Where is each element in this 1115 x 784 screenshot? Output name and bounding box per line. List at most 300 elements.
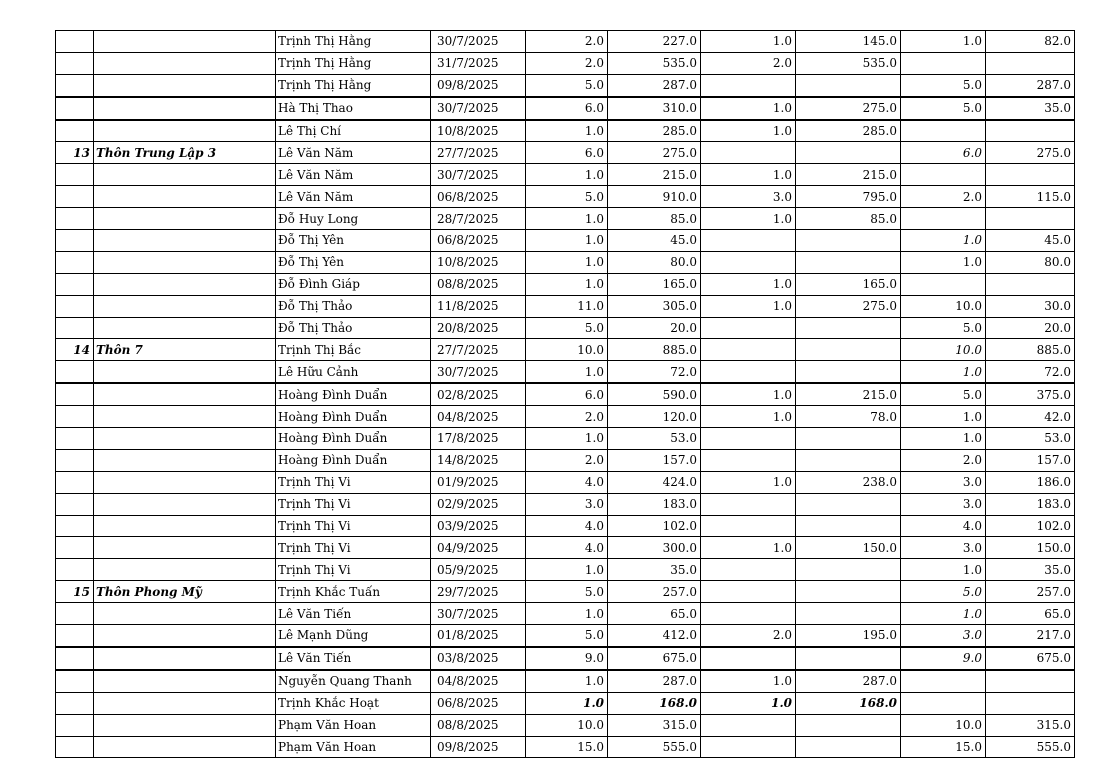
cell-amount-3: 65.0: [986, 603, 1075, 625]
cell-amount-2: [796, 361, 901, 383]
table-row: [56, 31, 1075, 53]
cell-qty-3: 5.0: [901, 97, 986, 120]
cell-qty-2: [701, 339, 796, 361]
cell-village: [94, 230, 276, 252]
cell-total-amount: 412.0: [608, 625, 701, 647]
cell-village: [94, 714, 276, 736]
cell-qty-2: [701, 74, 796, 96]
cell-name: Trịnh Thị Hằng: [276, 74, 431, 96]
cell-name: Đỗ Thị Yên: [276, 230, 431, 252]
cell-total-amount: 35.0: [608, 559, 701, 581]
cell-stt: [56, 52, 94, 74]
cell-total-amount: 168.0: [608, 692, 701, 714]
data-table: [55, 30, 1075, 758]
cell-date: 17/8/2025: [431, 428, 526, 450]
cell-village: [94, 31, 276, 53]
cell-qty-2: [701, 647, 796, 670]
table-row: [56, 97, 1075, 120]
cell-qty-3: 5.0: [901, 74, 986, 96]
cell-amount-2: 195.0: [796, 625, 901, 647]
cell-date: 31/7/2025: [431, 52, 526, 74]
cell-stt: [56, 230, 94, 252]
cell-village: [94, 493, 276, 515]
cell-qty-2: [701, 581, 796, 603]
cell-village: Thôn 7: [94, 339, 276, 361]
cell-amount-3: 45.0: [986, 230, 1075, 252]
table-row: [56, 428, 1075, 450]
cell-total-amount: 80.0: [608, 251, 701, 273]
cell-total-qty: 15.0: [526, 736, 608, 758]
cell-name: Lê Văn Tiến: [276, 603, 431, 625]
cell-amount-3: 35.0: [986, 559, 1075, 581]
cell-name: Trịnh Khắc Tuấn: [276, 581, 431, 603]
table-row: [56, 559, 1075, 581]
cell-total-qty: 5.0: [526, 186, 608, 208]
cell-total-qty: 4.0: [526, 471, 608, 493]
cell-date: 14/8/2025: [431, 449, 526, 471]
cell-name: Lê Văn Tiến: [276, 647, 431, 670]
cell-qty-2: [701, 361, 796, 383]
cell-amount-2: 168.0: [796, 692, 901, 714]
cell-total-qty: 1.0: [526, 692, 608, 714]
table-row: [56, 230, 1075, 252]
cell-date: 06/8/2025: [431, 230, 526, 252]
cell-stt: [56, 31, 94, 53]
table-row: [56, 164, 1075, 186]
cell-amount-3: 275.0: [986, 142, 1075, 164]
cell-date: 01/8/2025: [431, 625, 526, 647]
cell-date: 08/8/2025: [431, 714, 526, 736]
table-row: [56, 603, 1075, 625]
cell-amount-3: 157.0: [986, 449, 1075, 471]
cell-stt: [56, 251, 94, 273]
cell-qty-2: 2.0: [701, 52, 796, 74]
cell-total-qty: 1.0: [526, 670, 608, 692]
table-row: [56, 52, 1075, 74]
cell-qty-3: 3.0: [901, 471, 986, 493]
cell-date: 30/7/2025: [431, 164, 526, 186]
cell-stt: [56, 625, 94, 647]
cell-name: Trịnh Thị Vi: [276, 537, 431, 559]
table-body: [56, 31, 1075, 758]
cell-date: 04/8/2025: [431, 406, 526, 428]
cell-total-qty: 2.0: [526, 52, 608, 74]
cell-stt: [56, 273, 94, 295]
cell-stt: [56, 515, 94, 537]
table-row: [56, 515, 1075, 537]
cell-qty-3: 1.0: [901, 603, 986, 625]
cell-name: Trịnh Thị Vi: [276, 493, 431, 515]
cell-total-qty: 6.0: [526, 142, 608, 164]
table-row: [56, 317, 1075, 339]
cell-qty-3: 3.0: [901, 625, 986, 647]
cell-name: Hoàng Đình Duẩn: [276, 406, 431, 428]
cell-amount-3: [986, 52, 1075, 74]
cell-qty-2: [701, 230, 796, 252]
cell-name: Đỗ Huy Long: [276, 208, 431, 230]
cell-date: 02/9/2025: [431, 493, 526, 515]
cell-total-qty: 1.0: [526, 361, 608, 383]
cell-qty-2: [701, 736, 796, 758]
table-row: [56, 581, 1075, 603]
cell-date: 11/8/2025: [431, 295, 526, 317]
cell-name: Phạm Văn Hoan: [276, 714, 431, 736]
cell-total-amount: 65.0: [608, 603, 701, 625]
cell-qty-2: [701, 428, 796, 450]
cell-amount-3: 35.0: [986, 97, 1075, 120]
cell-stt: [56, 361, 94, 383]
cell-stt: 14: [56, 339, 94, 361]
cell-total-amount: 227.0: [608, 31, 701, 53]
table-row: [56, 120, 1075, 142]
cell-amount-2: 287.0: [796, 670, 901, 692]
cell-amount-3: 555.0: [986, 736, 1075, 758]
cell-amount-2: [796, 603, 901, 625]
cell-total-qty: 1.0: [526, 251, 608, 273]
cell-stt: [56, 295, 94, 317]
table-row: [56, 714, 1075, 736]
cell-total-amount: 910.0: [608, 186, 701, 208]
cell-total-qty: 1.0: [526, 603, 608, 625]
table-row: [56, 208, 1075, 230]
cell-qty-2: 1.0: [701, 295, 796, 317]
cell-qty-2: [701, 251, 796, 273]
cell-stt: [56, 603, 94, 625]
cell-qty-2: 1.0: [701, 471, 796, 493]
cell-name: Phạm Văn Hoan: [276, 736, 431, 758]
cell-amount-2: [796, 515, 901, 537]
cell-qty-2: 1.0: [701, 537, 796, 559]
cell-amount-2: [796, 647, 901, 670]
cell-qty-3: 1.0: [901, 31, 986, 53]
cell-village: [94, 625, 276, 647]
cell-village: [94, 537, 276, 559]
cell-qty-2: 1.0: [701, 670, 796, 692]
cell-qty-3: 5.0: [901, 317, 986, 339]
table-row: [56, 295, 1075, 317]
cell-total-amount: 675.0: [608, 647, 701, 670]
cell-amount-2: 150.0: [796, 537, 901, 559]
cell-qty-3: 1.0: [901, 406, 986, 428]
cell-stt: [56, 120, 94, 142]
cell-total-qty: 11.0: [526, 295, 608, 317]
cell-amount-2: 795.0: [796, 186, 901, 208]
cell-qty-2: [701, 493, 796, 515]
cell-date: 28/7/2025: [431, 208, 526, 230]
cell-date: 10/8/2025: [431, 120, 526, 142]
table-row: [56, 537, 1075, 559]
cell-stt: [56, 97, 94, 120]
cell-total-amount: 165.0: [608, 273, 701, 295]
cell-total-amount: 257.0: [608, 581, 701, 603]
cell-amount-2: [796, 339, 901, 361]
cell-qty-3: 9.0: [901, 647, 986, 670]
cell-village: [94, 736, 276, 758]
cell-total-amount: 555.0: [608, 736, 701, 758]
cell-amount-2: 285.0: [796, 120, 901, 142]
cell-total-qty: 2.0: [526, 406, 608, 428]
cell-stt: [56, 186, 94, 208]
cell-name: Lê Văn Năm: [276, 164, 431, 186]
cell-name: Trịnh Thị Hằng: [276, 31, 431, 53]
cell-name: Trịnh Thị Vi: [276, 471, 431, 493]
cell-amount-2: 145.0: [796, 31, 901, 53]
cell-qty-2: 1.0: [701, 273, 796, 295]
cell-date: 04/9/2025: [431, 537, 526, 559]
cell-date: 30/7/2025: [431, 97, 526, 120]
cell-stt: [56, 670, 94, 692]
cell-stt: 15: [56, 581, 94, 603]
cell-stt: [56, 559, 94, 581]
cell-date: 05/9/2025: [431, 559, 526, 581]
table-row: [56, 361, 1075, 383]
table-row: [56, 471, 1075, 493]
cell-total-amount: 310.0: [608, 97, 701, 120]
cell-total-amount: 85.0: [608, 208, 701, 230]
cell-qty-3: 1.0: [901, 428, 986, 450]
cell-total-qty: 9.0: [526, 647, 608, 670]
cell-total-qty: 5.0: [526, 317, 608, 339]
cell-date: 27/7/2025: [431, 142, 526, 164]
cell-total-amount: 305.0: [608, 295, 701, 317]
cell-stt: [56, 692, 94, 714]
table-row: [56, 339, 1075, 361]
cell-date: 27/7/2025: [431, 339, 526, 361]
cell-village: [94, 317, 276, 339]
cell-name: Đỗ Đình Giáp: [276, 273, 431, 295]
cell-village: [94, 383, 276, 405]
cell-qty-3: 5.0: [901, 383, 986, 405]
cell-amount-3: 257.0: [986, 581, 1075, 603]
cell-qty-2: [701, 142, 796, 164]
cell-amount-2: 165.0: [796, 273, 901, 295]
cell-total-qty: 5.0: [526, 581, 608, 603]
cell-qty-2: [701, 515, 796, 537]
cell-date: 20/8/2025: [431, 317, 526, 339]
cell-name: Lê Văn Năm: [276, 142, 431, 164]
cell-qty-3: [901, 164, 986, 186]
cell-amount-3: [986, 164, 1075, 186]
cell-village: [94, 559, 276, 581]
cell-amount-2: [796, 493, 901, 515]
cell-amount-2: [796, 230, 901, 252]
cell-amount-3: 53.0: [986, 428, 1075, 450]
cell-amount-2: [796, 714, 901, 736]
cell-qty-2: 1.0: [701, 406, 796, 428]
cell-amount-3: 150.0: [986, 537, 1075, 559]
table-row: [56, 449, 1075, 471]
cell-qty-3: [901, 120, 986, 142]
cell-village: [94, 361, 276, 383]
cell-date: 09/8/2025: [431, 74, 526, 96]
cell-date: 30/7/2025: [431, 31, 526, 53]
cell-total-qty: 1.0: [526, 559, 608, 581]
cell-village: [94, 52, 276, 74]
cell-amount-3: 42.0: [986, 406, 1075, 428]
cell-amount-3: 183.0: [986, 493, 1075, 515]
cell-qty-3: 6.0: [901, 142, 986, 164]
cell-date: 03/8/2025: [431, 647, 526, 670]
cell-amount-3: 82.0: [986, 31, 1075, 53]
cell-amount-2: 275.0: [796, 97, 901, 120]
cell-name: Hoàng Đình Duẩn: [276, 383, 431, 405]
cell-name: Hoàng Đình Duẩn: [276, 428, 431, 450]
cell-amount-3: 217.0: [986, 625, 1075, 647]
cell-qty-2: 1.0: [701, 164, 796, 186]
cell-qty-3: 10.0: [901, 714, 986, 736]
cell-date: 10/8/2025: [431, 251, 526, 273]
cell-name: Hoàng Đình Duẩn: [276, 449, 431, 471]
cell-amount-2: [796, 317, 901, 339]
cell-total-amount: 275.0: [608, 142, 701, 164]
cell-total-qty: 1.0: [526, 428, 608, 450]
cell-village: [94, 273, 276, 295]
cell-qty-2: 2.0: [701, 625, 796, 647]
cell-date: 03/9/2025: [431, 515, 526, 537]
cell-qty-2: [701, 317, 796, 339]
cell-qty-3: [901, 670, 986, 692]
cell-stt: [56, 406, 94, 428]
cell-qty-3: 4.0: [901, 515, 986, 537]
cell-total-qty: 1.0: [526, 230, 608, 252]
cell-amount-3: 375.0: [986, 383, 1075, 405]
cell-amount-3: 30.0: [986, 295, 1075, 317]
cell-name: Trịnh Thị Hằng: [276, 52, 431, 74]
cell-total-amount: 157.0: [608, 449, 701, 471]
cell-total-qty: 6.0: [526, 383, 608, 405]
cell-amount-3: 287.0: [986, 74, 1075, 96]
cell-name: Trịnh Thị Vi: [276, 515, 431, 537]
cell-total-amount: 72.0: [608, 361, 701, 383]
table-row: [56, 273, 1075, 295]
table-row: [56, 74, 1075, 96]
cell-qty-3: 10.0: [901, 295, 986, 317]
cell-total-amount: 590.0: [608, 383, 701, 405]
cell-stt: [56, 471, 94, 493]
cell-village: [94, 449, 276, 471]
cell-amount-3: 885.0: [986, 339, 1075, 361]
cell-amount-3: [986, 692, 1075, 714]
cell-village: [94, 692, 276, 714]
cell-village: [94, 251, 276, 273]
cell-amount-2: 215.0: [796, 383, 901, 405]
cell-amount-3: 186.0: [986, 471, 1075, 493]
cell-amount-3: 115.0: [986, 186, 1075, 208]
cell-stt: [56, 383, 94, 405]
cell-total-amount: 885.0: [608, 339, 701, 361]
cell-village: [94, 208, 276, 230]
cell-stt: [56, 736, 94, 758]
cell-amount-3: 675.0: [986, 647, 1075, 670]
cell-amount-2: [796, 559, 901, 581]
cell-amount-2: [796, 428, 901, 450]
cell-total-qty: 6.0: [526, 97, 608, 120]
cell-village: [94, 515, 276, 537]
table-row: [56, 406, 1075, 428]
cell-qty-3: 5.0: [901, 581, 986, 603]
cell-date: 29/7/2025: [431, 581, 526, 603]
cell-total-amount: 20.0: [608, 317, 701, 339]
cell-qty-3: 1.0: [901, 251, 986, 273]
cell-total-amount: 285.0: [608, 120, 701, 142]
cell-total-qty: 5.0: [526, 625, 608, 647]
cell-total-qty: 5.0: [526, 74, 608, 96]
table-row: [56, 142, 1075, 164]
cell-amount-3: [986, 208, 1075, 230]
cell-qty-3: [901, 208, 986, 230]
cell-total-qty: 1.0: [526, 208, 608, 230]
cell-village: [94, 603, 276, 625]
cell-village: [94, 97, 276, 120]
cell-qty-2: 1.0: [701, 383, 796, 405]
cell-name: Lê Hữu Cảnh: [276, 361, 431, 383]
table-row: [56, 493, 1075, 515]
cell-total-amount: 120.0: [608, 406, 701, 428]
cell-village: Thôn Phong Mỹ: [94, 581, 276, 603]
cell-total-amount: 287.0: [608, 74, 701, 96]
cell-qty-2: [701, 603, 796, 625]
cell-amount-2: 238.0: [796, 471, 901, 493]
cell-name: Nguyễn Quang Thanh: [276, 670, 431, 692]
cell-qty-3: 2.0: [901, 449, 986, 471]
cell-stt: [56, 208, 94, 230]
cell-total-qty: 1.0: [526, 273, 608, 295]
cell-stt: [56, 428, 94, 450]
cell-date: 02/8/2025: [431, 383, 526, 405]
cell-total-amount: 315.0: [608, 714, 701, 736]
cell-stt: [56, 537, 94, 559]
cell-qty-3: [901, 52, 986, 74]
cell-qty-3: 15.0: [901, 736, 986, 758]
cell-amount-2: 535.0: [796, 52, 901, 74]
cell-stt: [56, 317, 94, 339]
cell-qty-2: 1.0: [701, 31, 796, 53]
cell-stt: [56, 164, 94, 186]
cell-total-qty: 2.0: [526, 449, 608, 471]
cell-total-qty: 3.0: [526, 493, 608, 515]
cell-qty-2: 1.0: [701, 97, 796, 120]
cell-total-qty: 10.0: [526, 339, 608, 361]
cell-amount-3: [986, 670, 1075, 692]
cell-stt: 13: [56, 142, 94, 164]
cell-total-amount: 300.0: [608, 537, 701, 559]
cell-name: Đỗ Thị Yên: [276, 251, 431, 273]
cell-amount-2: [796, 736, 901, 758]
cell-amount-2: 85.0: [796, 208, 901, 230]
cell-village: [94, 471, 276, 493]
cell-amount-2: [796, 74, 901, 96]
cell-qty-2: 3.0: [701, 186, 796, 208]
cell-amount-3: [986, 120, 1075, 142]
cell-village: [94, 186, 276, 208]
cell-name: Trịnh Khắc Hoạt: [276, 692, 431, 714]
cell-stt: [56, 647, 94, 670]
cell-village: [94, 670, 276, 692]
cell-qty-2: 1.0: [701, 692, 796, 714]
table-row: [56, 625, 1075, 647]
cell-date: 30/7/2025: [431, 603, 526, 625]
cell-date: 30/7/2025: [431, 361, 526, 383]
cell-village: [94, 647, 276, 670]
cell-qty-3: [901, 273, 986, 295]
cell-amount-2: 78.0: [796, 406, 901, 428]
cell-qty-3: 3.0: [901, 493, 986, 515]
cell-name: Lê Thị Chí: [276, 120, 431, 142]
cell-village: [94, 295, 276, 317]
cell-total-amount: 535.0: [608, 52, 701, 74]
cell-qty-3: 3.0: [901, 537, 986, 559]
cell-total-amount: 183.0: [608, 493, 701, 515]
